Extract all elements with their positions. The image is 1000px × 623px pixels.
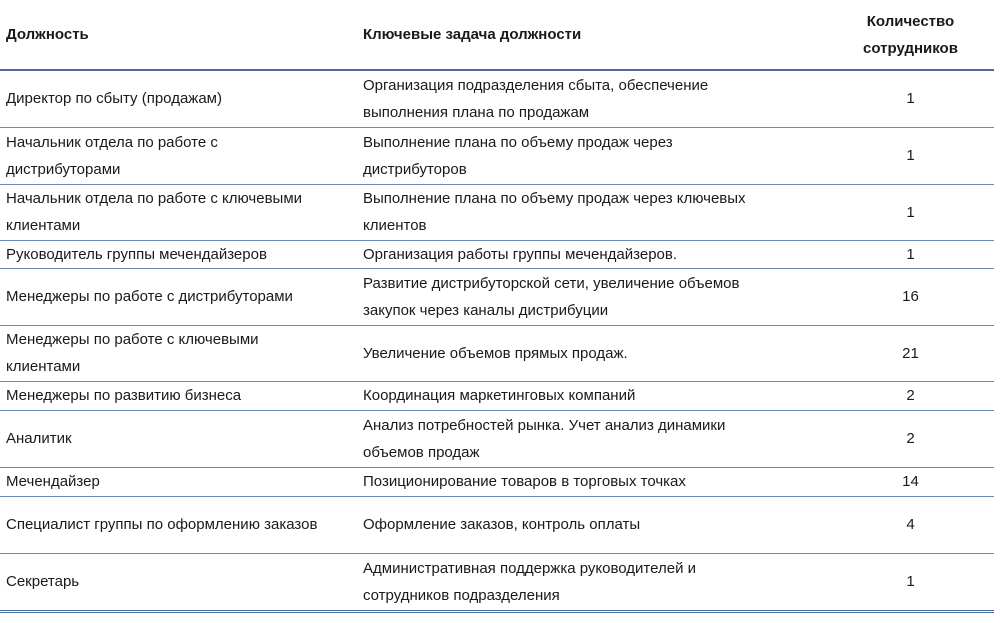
cell-position-line: Менеджеры по работе с ключевыми [6, 331, 259, 348]
table-row [0, 467, 994, 496]
header-task: Ключевые задача должности [357, 0, 797, 70]
cell-task-line: закупок через каналы дистрибуции [363, 301, 609, 319]
cell-task [357, 184, 797, 240]
cell-task [357, 496, 797, 553]
cell-task-line: клиентов [363, 217, 427, 234]
table-row [0, 325, 994, 381]
cell-task [357, 325, 797, 381]
cell-task [357, 240, 797, 268]
table-row [0, 410, 994, 467]
cell-position-line: Менеджеры по развитию бизнеса [6, 387, 242, 404]
cell-task [357, 127, 797, 184]
cell-count: 21 [797, 325, 994, 381]
cell-task-line: Позиционирование товаров в торговых точках [363, 473, 686, 490]
cell-position [0, 496, 357, 553]
header-count-line1: Количество [866, 12, 955, 30]
cell-task [357, 70, 797, 127]
cell-task-line: Организация работы группы мечендайзеров. [363, 245, 678, 263]
cell-task [357, 410, 797, 467]
cell-position [0, 553, 357, 611]
cell-count: 1 [797, 127, 994, 184]
table-row [0, 240, 994, 268]
cell-count: 1 [797, 70, 994, 127]
table-row [0, 553, 994, 611]
table-body [0, 70, 994, 611]
table-row [0, 184, 994, 240]
cell-count: 14 [797, 467, 994, 496]
cell-task-line: Развитие дистрибуторской сети, увеличение объемов [363, 274, 740, 292]
cell-position [0, 70, 357, 127]
cell-position [0, 467, 357, 496]
cell-task [357, 467, 797, 496]
cell-count: 2 [797, 381, 994, 410]
cell-count: 1 [797, 553, 994, 611]
cell-position-line: Секретарь [6, 573, 80, 590]
cell-task-line: Административная поддержка руководителей и [363, 559, 696, 577]
cell-task-line: Координация маркетинговых компаний [363, 387, 636, 404]
cell-position [0, 325, 357, 381]
cell-position-line: дистрибуторами [6, 160, 121, 178]
table-row [0, 70, 994, 127]
cell-task-line: Выполнение плана по объему продаж через ключевых [363, 190, 746, 207]
cell-position [0, 381, 357, 410]
cell-position [0, 240, 357, 268]
cell-position [0, 410, 357, 467]
cell-position-line: Мечендайзер [6, 473, 100, 490]
cell-task-line: объемов продаж [363, 443, 480, 461]
cell-task-line: сотрудников подразделения [363, 586, 560, 604]
cell-task [357, 553, 797, 611]
cell-task-line: Оформление заказов, контроль оплаты [363, 516, 641, 533]
table-row [0, 127, 994, 184]
header-count-line2: сотрудников [863, 39, 958, 57]
header-row [0, 0, 994, 70]
cell-position [0, 127, 357, 184]
cell-count: 1 [797, 240, 994, 268]
cell-position [0, 268, 357, 325]
cell-count: 4 [797, 496, 994, 553]
cell-task [357, 381, 797, 410]
cell-task-line: Выполнение плана по объему продаж через [363, 133, 673, 151]
cell-position-line: Аналитик [6, 430, 72, 447]
cell-position-line: Специалист группы по оформлению заказов [6, 516, 318, 533]
cell-task [357, 268, 797, 325]
header-position: Должность [0, 0, 357, 70]
cell-position [0, 184, 357, 240]
table-row [0, 381, 994, 410]
cell-task-line: дистрибуторов [363, 160, 467, 178]
table-row [0, 268, 994, 325]
table-header [0, 0, 994, 70]
cell-count: 16 [797, 268, 994, 325]
cell-position-line: клиентами [6, 217, 81, 234]
cell-position-line: Директор по сбыту (продажам) [6, 90, 222, 108]
cell-task-line: выполнения плана по продажам [363, 103, 590, 121]
cell-position-line: клиентами [6, 358, 81, 375]
cell-count: 1 [797, 184, 994, 240]
cell-position-line: Начальник отдела по работе с [6, 133, 218, 151]
cell-position-line: Менеджеры по работе с дистрибуторами [6, 288, 293, 305]
cell-count: 2 [797, 410, 994, 467]
header-count [797, 0, 994, 70]
cell-position-line: Начальник отдела по работе с ключевыми [6, 190, 303, 207]
cell-task-line: Организация подразделения сбыта, обеспечение [363, 76, 709, 94]
cell-task-line: Анализ потребностей рынка. Учет анализ динамики [363, 416, 726, 434]
cell-position-line: Руководитель группы мечендайзеров [6, 245, 267, 263]
cell-task-line: Увеличение объемов прямых продаж. [363, 344, 628, 362]
table-row [0, 496, 994, 553]
